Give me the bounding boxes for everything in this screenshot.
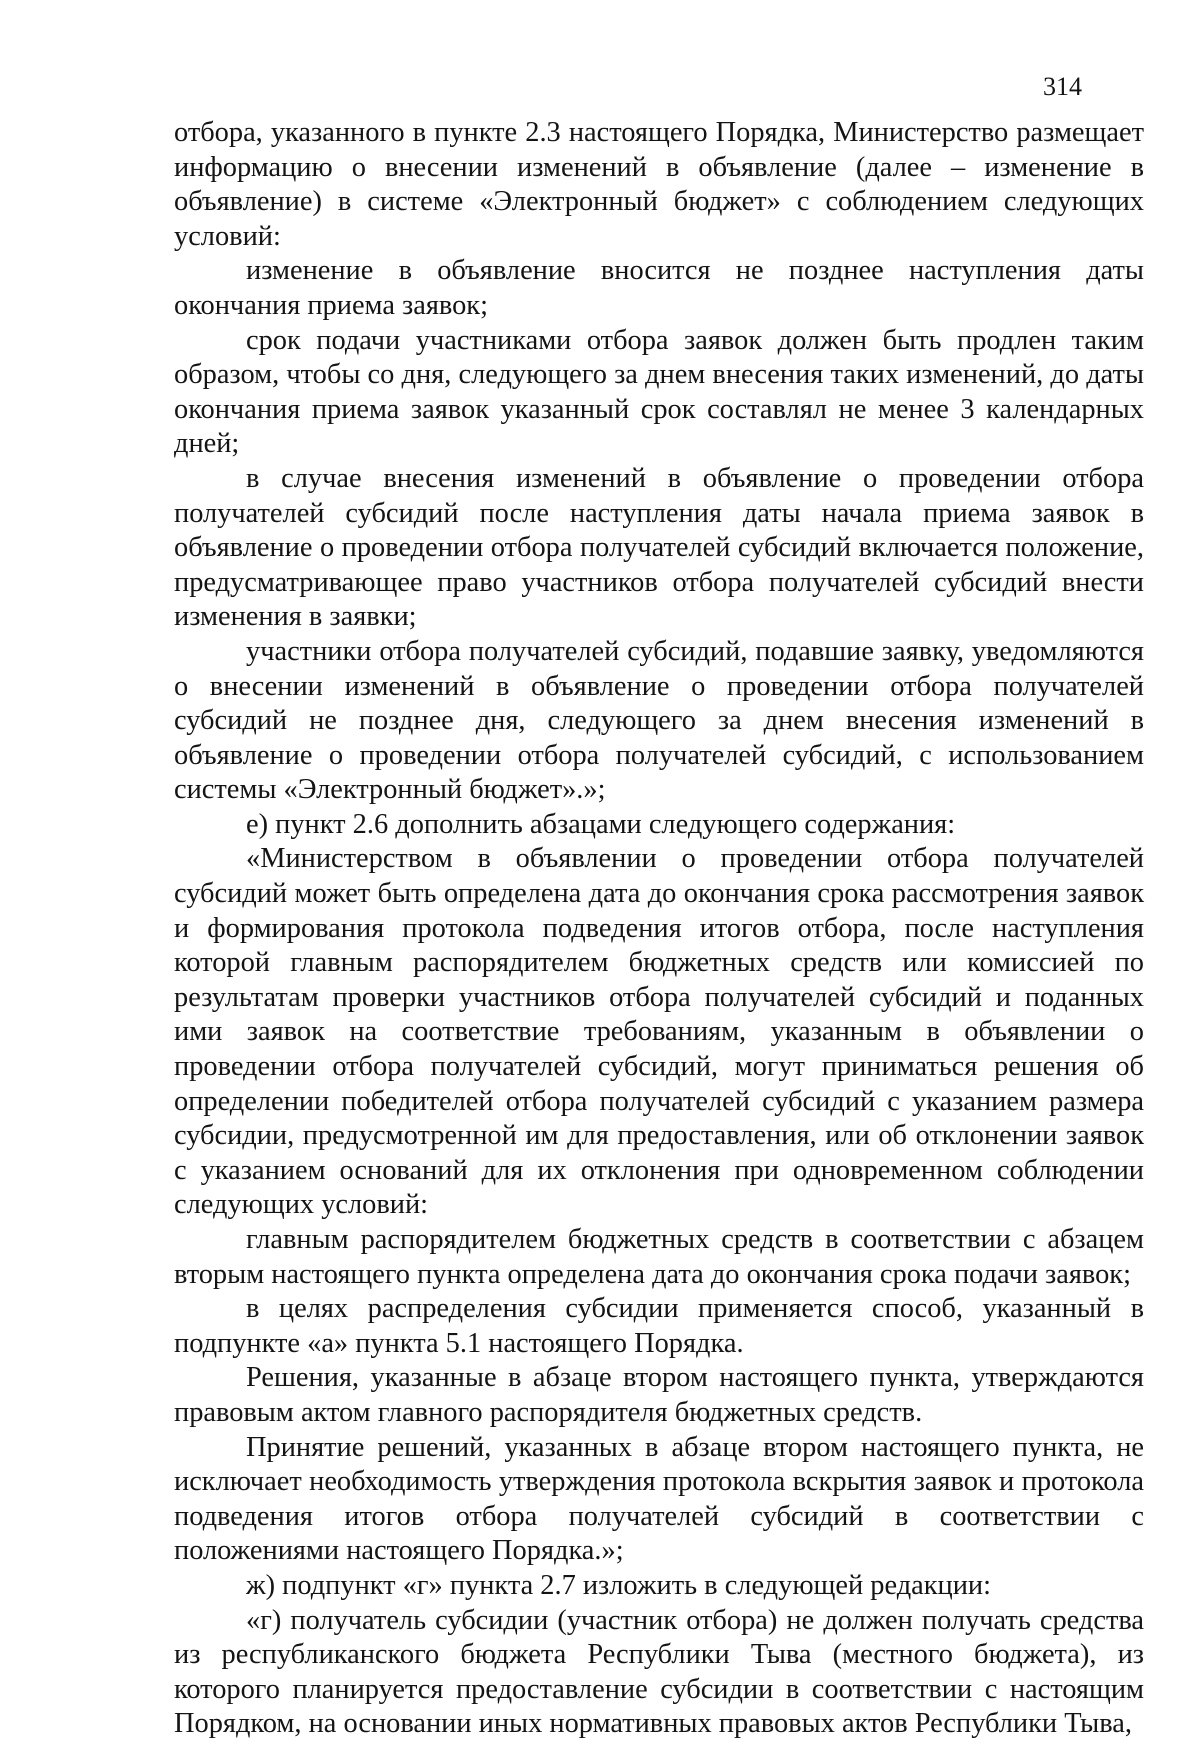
paragraph-continuation: отбора, указанного в пункте 2.3 настоящего Порядка, Министерство размещает информацию о внесении изменений в объявление (далее – изменение в объявление) в системе «Электронный бюджет» с соблюдением следующих условий: — [174, 117, 1144, 252]
paragraph: Решения, указанные в абзаце втором настоящего пункта, утверждаются правовым актом главного распорядителя бюджетных средств. — [174, 1362, 1144, 1428]
paragraph: «Министерством в объявлении о проведении отбора получателей субсидий может быть определена дата до окончания срока рассмотрения заявок и формирования протокола подведения итогов отбора, после наступления которой главным распорядителем бюджетных средств или комиссией по результатам проверки участников отбора получателей субсидий и поданных ими заявок на соответствие требованиям, указанным в объявлении о проведении отбора получателей субсидий, могут приниматься решения об определении победителей отбора получателей субсидий с указанием размера субсидии, предусмотренной им для предоставления, или об отклонении заявок с указанием оснований для их отклонения при одновременном соблюдении следующих условий: — [174, 843, 1144, 1221]
paragraph: е) пункт 2.6 дополнить абзацами следующего содержания: — [246, 808, 956, 840]
paragraph: в целях распределения субсидии применяется способ, указанный в подпункте «а» пункта 5.1 настоящего Порядка. — [174, 1293, 1144, 1359]
paragraph: главным распорядителем бюджетных средств в соответствии с абзацем вторым настоящего пункта определена дата до окончания срока подачи заявок; — [174, 1224, 1144, 1290]
paragraph: ж) подпункт «г» пункта 2.7 изложить в следующей редакции: — [246, 1569, 992, 1601]
paragraph: Принятие решений, указанных в абзаце втором настоящего пункта, не исключает необходимость утверждения протокола вскрытия заявок и протокола подведения итогов отбора получателей субсидий в соответствии с положениями настоящего Порядка.»; — [174, 1431, 1144, 1567]
paragraph: участники отбора получателей субсидий, подавшие заявку, уведомляются о внесении изменений в объявление о проведении отбора получателей субсидий не позднее дня, следующего за днем внесения изменений в объявление о проведении отбора получателей субсидий, с использованием системы «Электронный бюджет».»; — [174, 635, 1144, 806]
paragraph: срок подачи участниками отбора заявок должен быть продлен таким образом, чтобы со дня, следующего за днем внесения таких изменений, до даты окончания приема заявок указанный срок составлял не менее 3 календарных дней; — [174, 324, 1144, 460]
paragraph-truncated: «г) получатель субсидии (участник отбора) не должен получать средства из республиканского бюджета Республики Тыва (местного бюджета), из которого планируется предоставление субсидии в соответствии с настоящим Порядком, на основании иных нормативных правовых актов Республики Тыва, — [174, 1604, 1144, 1740]
paragraph: в случае внесения изменений в объявление о проведении отбора получателей субсидий после наступления даты начала приема заявок в объявление о проведении отбора получателей субсидий включается положение, предусматривающее право участников отбора получателей субсидий внести изменения в заявки; — [174, 462, 1144, 633]
document-body — [174, 116, 1144, 1742]
paragraph: изменение в объявление вносится не позднее наступления даты окончания приема заявок; — [174, 255, 1144, 321]
page-number: 314 — [1043, 72, 1082, 101]
